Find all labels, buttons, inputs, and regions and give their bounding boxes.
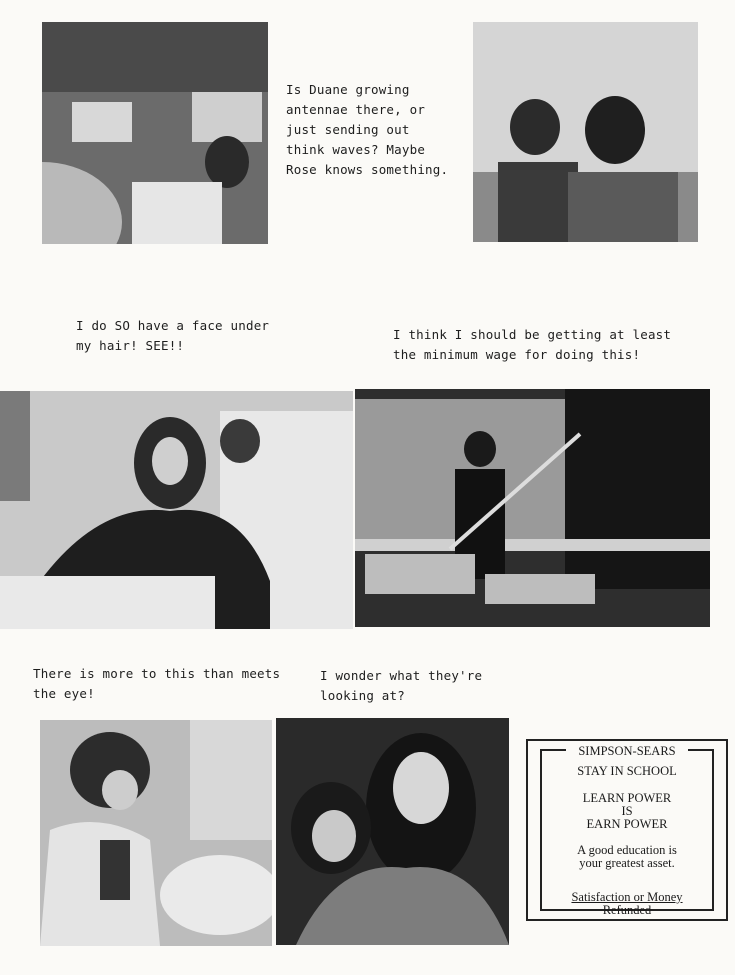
photo-girl-sitting: [40, 720, 272, 946]
ad-education-line-1: A good education is: [577, 843, 677, 857]
photo-girl-hair: [0, 391, 353, 629]
caption-meets-eye: There is more to this than meets the eye!: [33, 666, 281, 701]
ad-education-line-2: your greatest asset.: [579, 856, 675, 870]
simpson-sears-ad: [526, 739, 728, 921]
caption-wage: I think I should be getting at least the minimum wage for doing this!: [393, 327, 672, 362]
ad-earn-power: EARN POWER: [586, 817, 668, 831]
ad-stay-in-school: STAY IN SCHOOL: [577, 764, 677, 778]
ad-refund-line-2: Refunded: [602, 903, 652, 917]
caption-looking: I wonder what they're looking at?: [320, 668, 483, 703]
ad-brand: SIMPSON-SEARS: [566, 745, 688, 758]
ad-is: IS: [621, 804, 633, 818]
ad-learn-power: LEARN POWER: [582, 791, 672, 805]
photo-bus-students: [42, 22, 268, 244]
photo-boy-chalkboard: [355, 389, 710, 627]
caption-duane: Is Duane growing antennae there, or just sending out think waves? Maybe Rose knows something.: [286, 82, 449, 177]
photo-two-young-men: [473, 22, 698, 242]
photo-two-girls: [276, 718, 509, 945]
caption-face: I do SO have a face under my hair! SEE!!: [76, 318, 270, 353]
ad-refund-line-1: Satisfaction or Money: [571, 890, 683, 904]
